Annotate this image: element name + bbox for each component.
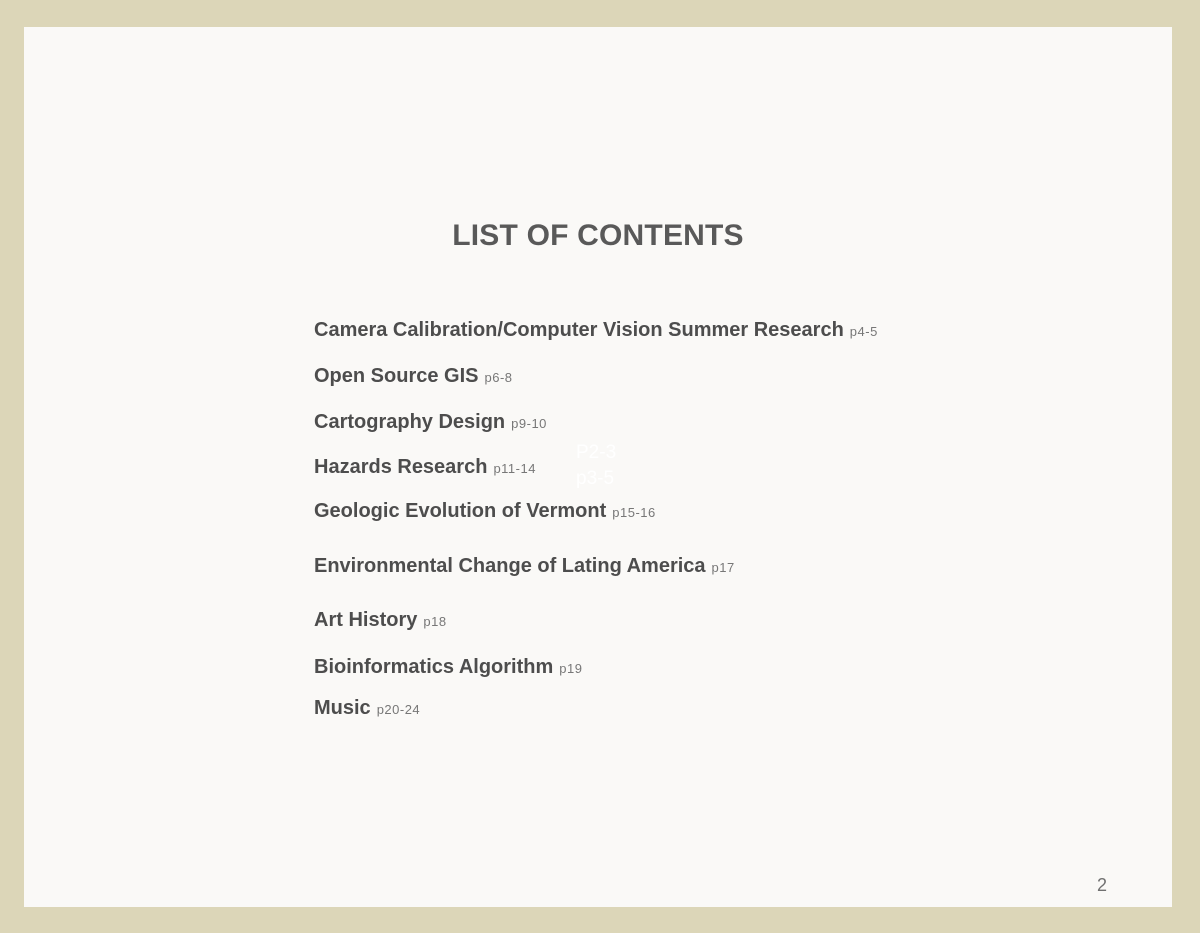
ghost-text-line: P2-3 <box>576 442 617 463</box>
toc-item-environmental-change <box>314 555 735 578</box>
toc-item-art-history <box>314 609 447 632</box>
toc-item-pages: p15-16 <box>612 505 656 520</box>
page-title: LIST OF CONTENTS <box>452 219 744 252</box>
toc-item-hazards-research <box>314 456 536 479</box>
toc-item-pages: p11-14 <box>493 461 536 476</box>
toc-item-title: Art History <box>314 609 418 631</box>
toc-item-title: Music <box>314 697 371 719</box>
toc-item-title: Geologic Evolution of Vermont <box>314 500 607 522</box>
toc-item-geologic-evolution <box>314 500 656 523</box>
page-number: 2 <box>1096 875 1107 895</box>
toc-item-pages: p4-5 <box>849 324 878 339</box>
toc-item-music <box>314 697 420 720</box>
toc-item-bioinformatics <box>314 656 582 679</box>
toc-item-pages: p9-10 <box>511 416 547 431</box>
toc-item-pages: p6-8 <box>484 370 513 385</box>
toc-item-camera-calibration <box>314 319 878 342</box>
toc-item-pages: p20-24 <box>376 702 421 717</box>
toc-item-title: Bioinformatics Algorithm <box>314 656 554 678</box>
toc-item-title: Hazards Research <box>314 456 488 478</box>
toc-item-title: Open Source GIS <box>314 365 479 387</box>
toc-item-title: Camera Calibration/Computer Vision Summer Research <box>314 319 844 341</box>
toc-item-title: Cartography Design <box>314 411 506 433</box>
toc-item-pages: p18 <box>423 614 447 629</box>
toc-item-pages: p17 <box>711 560 735 575</box>
toc-item-open-source-gis <box>314 365 513 388</box>
toc-item-pages: p19 <box>559 661 583 676</box>
ghost-text-line: p3-5 <box>576 468 615 489</box>
document-page <box>24 27 1172 907</box>
toc-item-title: Environmental Change of Lating America <box>314 555 706 577</box>
toc-item-cartography-design <box>314 411 547 434</box>
